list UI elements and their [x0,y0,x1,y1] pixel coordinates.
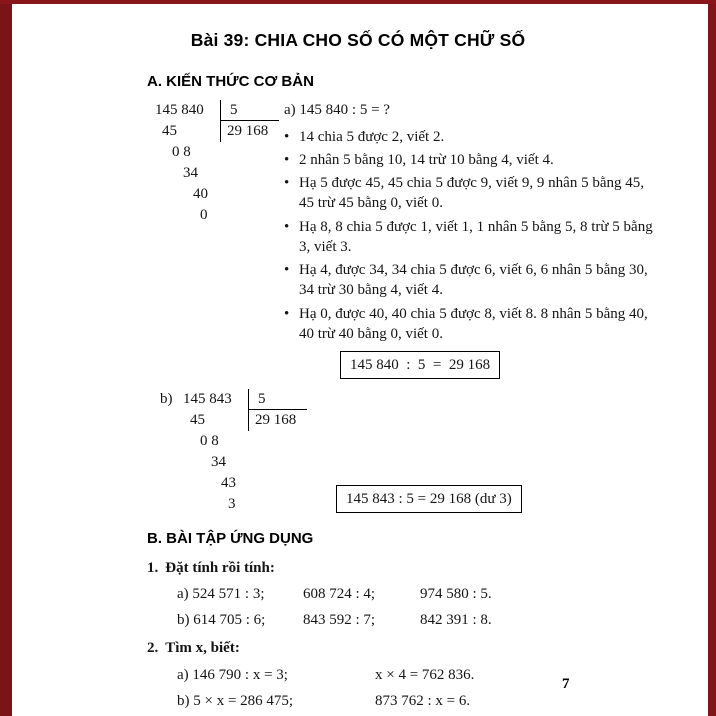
division-b-row [147,389,653,515]
dividend-a: 145 840 [155,102,204,119]
bullet-icon: • [284,218,290,235]
page-title: Bài 39: CHIA CHO SỐ CÓ MỘT CHỮ SỐ [190,30,526,50]
exercise-item: 842 391 : 8. [420,612,492,628]
division-step: 0 8 [200,433,219,450]
exercise-1-row-a [177,584,653,604]
exercise-2-heading [147,638,653,658]
exercise-item: a) 146 790 : x = 3; [177,666,288,683]
quotient-b: 29 168 [255,412,297,429]
bullet-text: Hạ 0, được 40, 40 chia 5 được 8, viết 8. 8 nhân 5 bằng 40, 40 trừ 40 bằng 0, viết 0. [299,305,648,342]
exercise-1-number: 1. [147,559,159,576]
exercise-item: x × 4 = 762 836. [375,666,475,683]
bullet-text: 2 nhân 5 bằng 10, 14 trừ 10 bằng 4, viết 4. [299,151,554,168]
exercise-2-row-b [177,691,653,711]
exercise-1-row-b [177,610,653,630]
division-step: 34 [183,165,198,182]
bullet-icon: • [284,128,290,145]
division-step: 0 8 [172,144,191,161]
bullet-item [284,150,653,170]
result-b-container [336,485,522,513]
exercise-item: 608 724 : 4; [303,585,376,602]
division-b-label: b) [160,391,173,408]
page-number: 7 [562,676,570,692]
exercise-item: a) 524 571 : 3; [177,585,265,602]
section-a-heading: A. KIẾN THỨC CƠ BẢN [147,73,314,90]
bullet-item [284,304,653,345]
result-box-a: 145 840 : 5 = 29 168 [340,351,500,379]
division-step: 3 [228,496,236,513]
bullet-item [284,217,653,258]
exercise-1-heading [147,558,653,578]
exercise-1-title: Đặt tính rồi tính: [165,559,275,576]
long-division-b [183,389,306,515]
division-step: 43 [221,475,236,492]
divisor-a: 5 [221,100,279,121]
exercise-2-title: Tìm x, biết: [165,640,240,657]
division-a-row [147,100,653,347]
bullet-text: Hạ 5 được 45, 45 chia 5 được 9, viết 9, 9 nhân 5 bằng 45, 45 trừ 45 bằng 0, viết 0. [299,175,644,212]
division-b-left-column [183,389,245,515]
division-step: 40 [193,186,208,203]
exercise-item: b) 614 705 : 6; [177,612,266,628]
bullet-text: 14 chia 5 được 2, viết 2. [299,128,445,145]
problem-statement-a: a) 145 840 : 5 = ? [284,102,390,119]
bullet-icon: • [284,305,290,322]
division-b-right-column [248,389,307,431]
exercise-2-row-a [177,665,653,685]
bullet-text: Hạ 4, được 34, 34 chia 5 được 6, viết 6, 6 nhân 5 bằng 30, 34 trừ 30 bằng 4, viết 4. [299,262,648,299]
bullet-text: Hạ 8, 8 chia 5 được 1, viết 1, 1 nhân 5 bằng 5, 8 trừ 5 bằng 3, viết 3. [299,218,653,255]
division-step: 45 [190,412,205,429]
division-step: 0 [200,207,208,224]
bullet-icon: • [284,175,290,191]
quotient-a: 29 168 [227,123,269,140]
bullet-item [284,260,653,301]
bullet-icon: • [284,262,290,278]
dividend-b: 145 843 [183,391,232,408]
bullet-item [284,173,653,214]
section-b-heading: B. BÀI TẬP ỨNG DỤNG [147,530,314,548]
result-a-container [340,351,653,379]
book-edge-right [708,0,716,716]
exercise-item: 873 762 : x = 6. [375,692,471,709]
result-box-b: 145 843 : 5 = 29 168 (dư 3) [336,485,522,513]
divisor-b: 5 [249,389,307,410]
exercise-item: 843 592 : 7; [303,612,376,628]
explanation-column [284,100,653,347]
division-a-left-column [155,100,217,226]
long-division-a [155,100,278,347]
division-step: 45 [162,123,177,140]
exercise-2-number: 2. [147,640,159,657]
exercise-item: b) 5 × x = 286 475; [177,692,294,709]
bullet-icon: • [284,151,290,168]
division-step: 34 [211,454,226,471]
page-content [147,72,653,711]
exercise-item: 974 580 : 5. [420,585,492,602]
book-spine-left [0,0,12,716]
bullet-item [284,127,653,147]
book-edge-top [0,0,716,4]
division-a-right-column [220,100,279,142]
